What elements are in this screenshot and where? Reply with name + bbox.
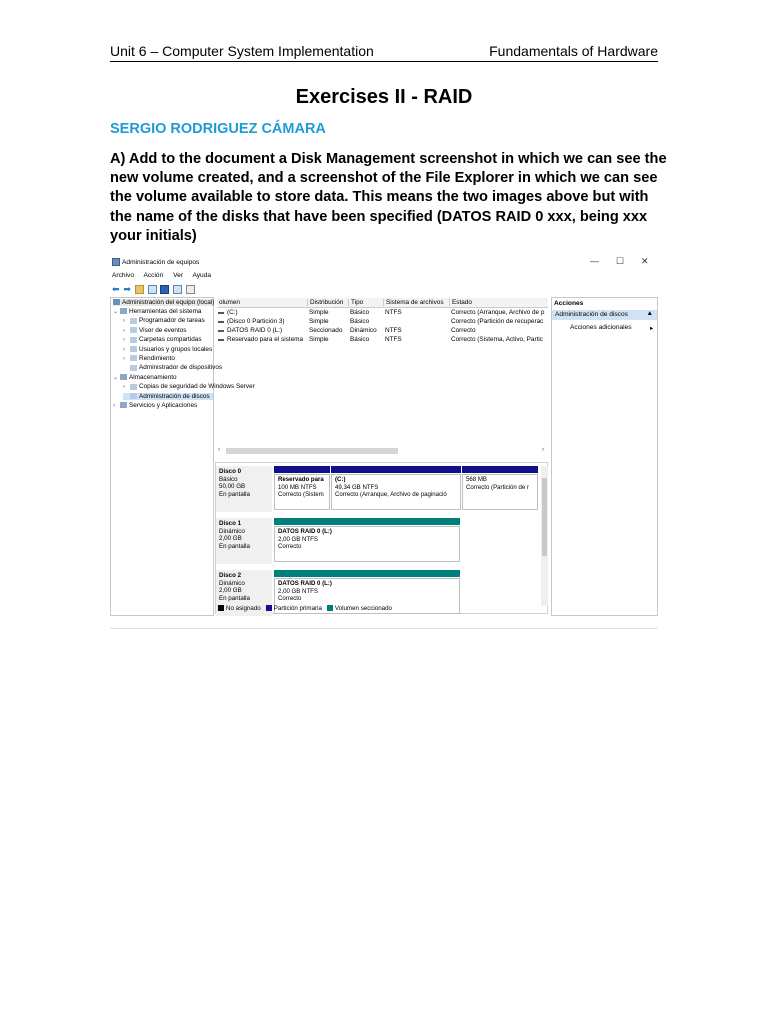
properties-icon[interactable] [173, 285, 182, 294]
tree-item[interactable] [113, 402, 197, 409]
table-cell: Correcto (Arranque, Archivo de p [451, 309, 545, 316]
col-status[interactable]: Estado [449, 299, 472, 306]
disk-view-scrollbar[interactable] [541, 466, 548, 606]
disk-name: Disco 1 [219, 520, 242, 527]
tree-item[interactable] [123, 364, 222, 371]
submenu-arrow-icon: ▸ [650, 325, 654, 332]
tree-node-icon [130, 365, 137, 371]
window-title: Administración de equipos [122, 259, 200, 266]
tree-node-icon [130, 393, 137, 399]
back-arrow-icon[interactable]: ⬅ [112, 284, 120, 294]
expand-icon[interactable]: › [123, 318, 125, 325]
legend-label: Partición primaria [273, 605, 322, 612]
menu-ver[interactable]: Ver [173, 272, 184, 279]
partition-status: Correcto (Sistem [278, 491, 324, 499]
tree-node-icon [130, 346, 137, 352]
tree-item[interactable] [113, 374, 177, 381]
partition-status: Correcto [278, 595, 302, 603]
actions-more[interactable]: Acciones adicionales [570, 324, 632, 331]
disk-size: 2,00 GB [219, 587, 242, 595]
menu-bar [112, 272, 219, 279]
partition-bar [274, 466, 330, 473]
help-icon[interactable] [160, 285, 169, 294]
table-cell: Reservado para el sistema [227, 336, 304, 343]
table-cell: (C:) [227, 309, 238, 316]
table-row[interactable] [217, 309, 548, 318]
tree-item[interactable] [123, 336, 202, 343]
computer-management-icon [112, 258, 120, 266]
legend [218, 605, 397, 612]
table-cell: (Disco 0 Partición 3) [227, 318, 285, 325]
partition-size: 2,00 GB NTFS [278, 535, 318, 543]
table-cell: Correcto (Partición de recuperac [451, 318, 544, 325]
tree-item-label: Herramientas del sistema [129, 308, 202, 315]
partition-bar [274, 518, 460, 525]
partition-box[interactable] [274, 526, 460, 562]
disk-type: Dinámico [219, 579, 245, 587]
expand-icon[interactable]: ⌄ [113, 374, 119, 381]
expand-icon[interactable]: ⌄ [113, 309, 119, 315]
tree-node-icon [120, 402, 127, 408]
volume-table-header [217, 298, 548, 308]
tree-item-label: Visor de eventos [139, 326, 187, 334]
page-header [110, 43, 658, 62]
minimize-button[interactable]: — [590, 256, 599, 266]
expand-icon[interactable]: › [123, 346, 125, 353]
show-hide-tree-icon[interactable] [148, 285, 157, 294]
tree-root[interactable]: Administración del equipo (local) [113, 299, 213, 306]
tree-node-icon [130, 384, 137, 390]
volume-icon [218, 312, 224, 314]
tree-node-icon [130, 355, 137, 361]
col-filesystem[interactable]: Sistema de archivos [383, 299, 444, 306]
actions-pane [551, 297, 658, 616]
table-cell: Básico [350, 336, 370, 343]
legend-swatch [218, 605, 224, 611]
actions-selected[interactable]: Administración de discos ▲ [552, 310, 657, 320]
volume-table-scrollbar[interactable] [226, 448, 398, 454]
volume-icon [218, 339, 224, 341]
partition-size: 100 MB NTFS [278, 483, 317, 491]
tree-node-icon [130, 327, 137, 333]
tree-item[interactable] [123, 327, 187, 334]
tree-item-label: Rendimiento [139, 355, 175, 362]
view-icon[interactable] [186, 285, 195, 294]
table-cell: DATOS RAID 0 (L:) [227, 327, 283, 334]
table-cell: Simple [309, 318, 329, 325]
expand-icon[interactable]: › [123, 356, 125, 362]
expand-icon[interactable]: › [123, 327, 125, 334]
table-cell: Simple [309, 336, 329, 343]
partition-bar [462, 466, 538, 473]
tree-item[interactable] [123, 355, 175, 362]
partition-box[interactable] [331, 474, 461, 510]
disk-size: 2,00 GB [219, 535, 242, 543]
tree-item-label: Programador de tareas [139, 317, 205, 325]
table-cell: Dinámico [350, 327, 377, 334]
forward-arrow-icon[interactable]: ➡ [123, 284, 131, 294]
header-subject: Fundamentals of Hardware [489, 43, 658, 59]
disk-type: Dinámico [219, 527, 245, 535]
partition-name: DATOS RAID 0 (L:) [278, 528, 332, 535]
tree-item[interactable] [113, 308, 201, 315]
partition-status: Correcto [278, 543, 302, 551]
partition-bar [274, 570, 460, 577]
maximize-button[interactable]: ☐ [616, 256, 625, 266]
table-row[interactable] [217, 336, 548, 345]
disk-status: En pantalla [219, 542, 250, 550]
col-type[interactable]: Tipo [348, 299, 363, 306]
close-button[interactable]: ✕ [641, 256, 649, 266]
author-name: SERGIO RODRIGUEZ CÁMARA [110, 121, 326, 137]
legend-label: No asignado [226, 605, 261, 612]
computer-icon [113, 299, 120, 305]
tree-item-label: Almacenamiento [129, 373, 177, 381]
partition-size: 568 MB [466, 476, 488, 483]
tree-item-label: Servicios y Aplicaciones [129, 402, 198, 409]
table-cell: Simple [309, 309, 329, 316]
disk-status: En pantalla [219, 594, 250, 602]
table-cell: Básico [350, 309, 370, 316]
tree-item-label: Administración de discos [139, 392, 210, 400]
table-cell: NTFS [385, 336, 402, 343]
tree-node-icon [130, 318, 137, 324]
table-row[interactable] [217, 327, 548, 336]
expand-icon[interactable]: › [123, 337, 125, 344]
expand-icon[interactable]: › [113, 403, 115, 409]
partition-name: Reservado para [278, 476, 324, 483]
disk-size: 50,00 GB [219, 483, 246, 491]
expand-icon[interactable]: › [123, 384, 125, 391]
table-cell: Correcto (Sistema, Activo, Partic [451, 336, 543, 343]
partition-status: Correcto (Partición de r [466, 483, 529, 491]
partition-name: DATOS RAID 0 (L:) [278, 580, 332, 587]
tree-item-label: Carpetas compartidas [139, 336, 202, 344]
tree-item[interactable] [123, 317, 205, 324]
disk-status: En pantalla [219, 490, 250, 498]
table-cell: Correcto [451, 327, 476, 334]
page-title: Exercises II - RAID [295, 86, 473, 108]
volume-icon [218, 321, 224, 323]
legend-swatch [327, 605, 333, 611]
tree-item-label: Administrador de dispositivos [139, 364, 223, 372]
partition-size: 49,34 GB NTFS [335, 483, 379, 491]
table-row[interactable] [217, 318, 548, 327]
tree-item-label: Usuarios y grupos locales [139, 345, 213, 353]
disk-type: Básico [219, 475, 238, 483]
col-layout[interactable]: Distribución [307, 299, 343, 306]
disk-management-screenshot [110, 256, 658, 629]
tree-node-icon [130, 337, 137, 343]
tree-item[interactable] [123, 383, 255, 390]
partition-size: 2,00 GB NTFS [278, 587, 318, 595]
actions-header: Acciones [554, 300, 584, 307]
header-unit: Unit 6 – Computer System Implementation [110, 43, 374, 59]
partition-status: Correcto (Arranque, Archivo de paginació [335, 491, 447, 499]
disk-label[interactable] [216, 466, 272, 512]
legend-label: Volumen seccionado [334, 605, 392, 612]
tree-node-icon [120, 308, 127, 314]
menu-ayuda[interactable]: Ayuda [192, 272, 212, 279]
collapse-arrow-icon: ▲ [646, 310, 653, 317]
partition-name: (C:) [335, 476, 346, 483]
partition-box[interactable] [462, 474, 538, 510]
exercise-text: A) Add to the document a Disk Management screenshot in which we can see the new volume created, and a screenshot of the File Explorer in which we can see the volume available to store data. This means the two images above but with the name of the disks that have been specified (DATOS RAID 0 xxx, being xxx your initials) [110, 151, 667, 244]
menu-accion[interactable]: Acción [143, 272, 164, 279]
table-cell: Seccionado [309, 327, 343, 334]
table-cell: Básico [350, 318, 370, 325]
disk-label[interactable] [216, 518, 272, 564]
disk-name: Disco 2 [219, 572, 242, 579]
table-cell: NTFS [385, 309, 402, 316]
up-folder-icon[interactable] [135, 285, 144, 294]
disk-name: Disco 0 [219, 468, 242, 475]
tree-item[interactable] [123, 346, 212, 353]
scroll-left-icon[interactable]: ‹ [218, 446, 221, 453]
tree-item-label: Copias de seguridad de Windows Server [139, 383, 255, 391]
menu-archivo[interactable]: Archivo [112, 272, 134, 279]
legend-swatch [266, 605, 272, 611]
partition-box[interactable] [274, 474, 330, 510]
tree-item[interactable] [123, 393, 213, 400]
volume-icon [218, 330, 224, 332]
toolbar [112, 284, 197, 295]
tree-node-icon [120, 374, 127, 380]
col-volume[interactable]: olumen [219, 299, 240, 306]
partition-bar [331, 466, 461, 473]
table-cell: NTFS [385, 327, 402, 334]
scroll-right-icon[interactable]: › [542, 446, 545, 453]
